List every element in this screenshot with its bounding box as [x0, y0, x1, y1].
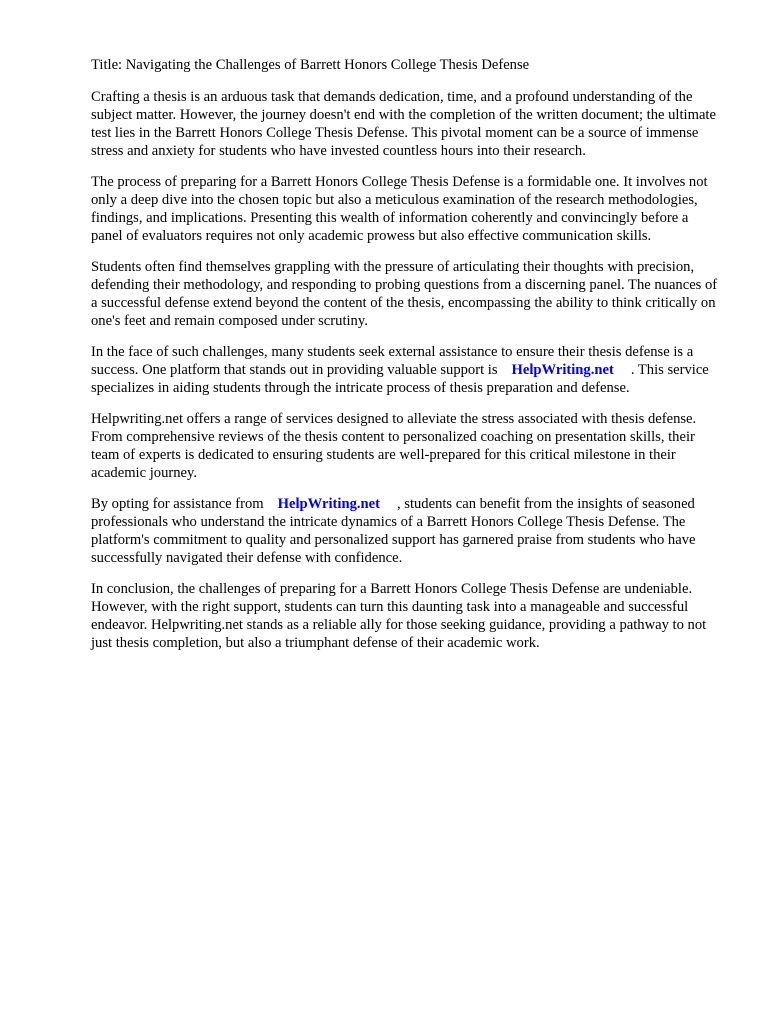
paragraph-text: By opting for assistance from — [91, 496, 264, 512]
helpwriting-link[interactable]: HelpWriting.net — [511, 362, 614, 378]
paragraph — [91, 495, 722, 567]
document-body — [91, 88, 722, 652]
paragraph-text: , students can benefit from the insights of seasoned professionals who understand the intricate dynamics of a Barrett Honors College Thesis Defense. The platform's commitment to quality and personalized support has garnered praise from students who have successfully navigated their defense with confidence. — [91, 496, 696, 566]
paragraph-text: Students often find themselves grappling with the pressure of articulating their thoughts with precision, defending their methodology, and responding to probing questions from a discerning panel. The nuances of a successful defense extend beyond the content of the thesis, encompassing the ability to think critically on one's feet and remain composed under scrutiny. — [91, 259, 718, 329]
helpwriting-link[interactable]: HelpWriting.net — [277, 496, 380, 512]
document-title: Title: Navigating the Challenges of Barrett Honors College Thesis Defense — [91, 57, 530, 73]
paragraph-text: In the face of such challenges, many students seek external assistance to ensure their thesis defense is a success. One platform that stands out in providing valuable support is — [91, 344, 694, 378]
paragraph-text: In conclusion, the challenges of preparing for a Barrett Honors College Thesis Defense are undeniable. However, with the right support, students can turn this daunting task into a manageable and successful endeavor. Helpwriting.net stands as a reliable ally for those seeking guidance, providing a pathway to not just thesis completion, but also a triumphant defense of their academic work. — [91, 581, 707, 651]
paragraph — [91, 580, 722, 652]
paragraph — [91, 410, 722, 482]
paragraph-text: The process of preparing for a Barrett Honors College Thesis Defense is a formidable one. It involves not only a deep dive into the chosen topic but also a meticulous examination of the research methodologies, findings, and implications. Presenting this wealth of information coherently and convincingly before a panel of evaluators requires not only academic prowess but also effective communication skills. — [91, 174, 708, 244]
paragraph — [91, 343, 722, 397]
paragraph — [91, 258, 722, 330]
paragraph-text: Helpwriting.net offers a range of services designed to alleviate the stress associated with thesis defense. From comprehensive reviews of the thesis content to personalized coaching on presentation skills, their team of experts is dedicated to ensuring students are well-prepared for this critical milestone in their academic journey. — [91, 411, 697, 481]
paragraph — [91, 173, 722, 245]
paragraph — [91, 88, 722, 160]
paragraph-text: . This service specializes in aiding students through the intricate process of thesis preparation and defense. — [91, 362, 709, 396]
paragraph-text: Crafting a thesis is an arduous task that demands dedication, time, and a profound understanding of the subject matter. However, the journey doesn't end with the completion of the written document; the ultimate test lies in the Barrett Honors College Thesis Defense. This pivotal moment can be a source of immense stress and anxiety for students who have invested countless hours into their research. — [91, 89, 716, 159]
